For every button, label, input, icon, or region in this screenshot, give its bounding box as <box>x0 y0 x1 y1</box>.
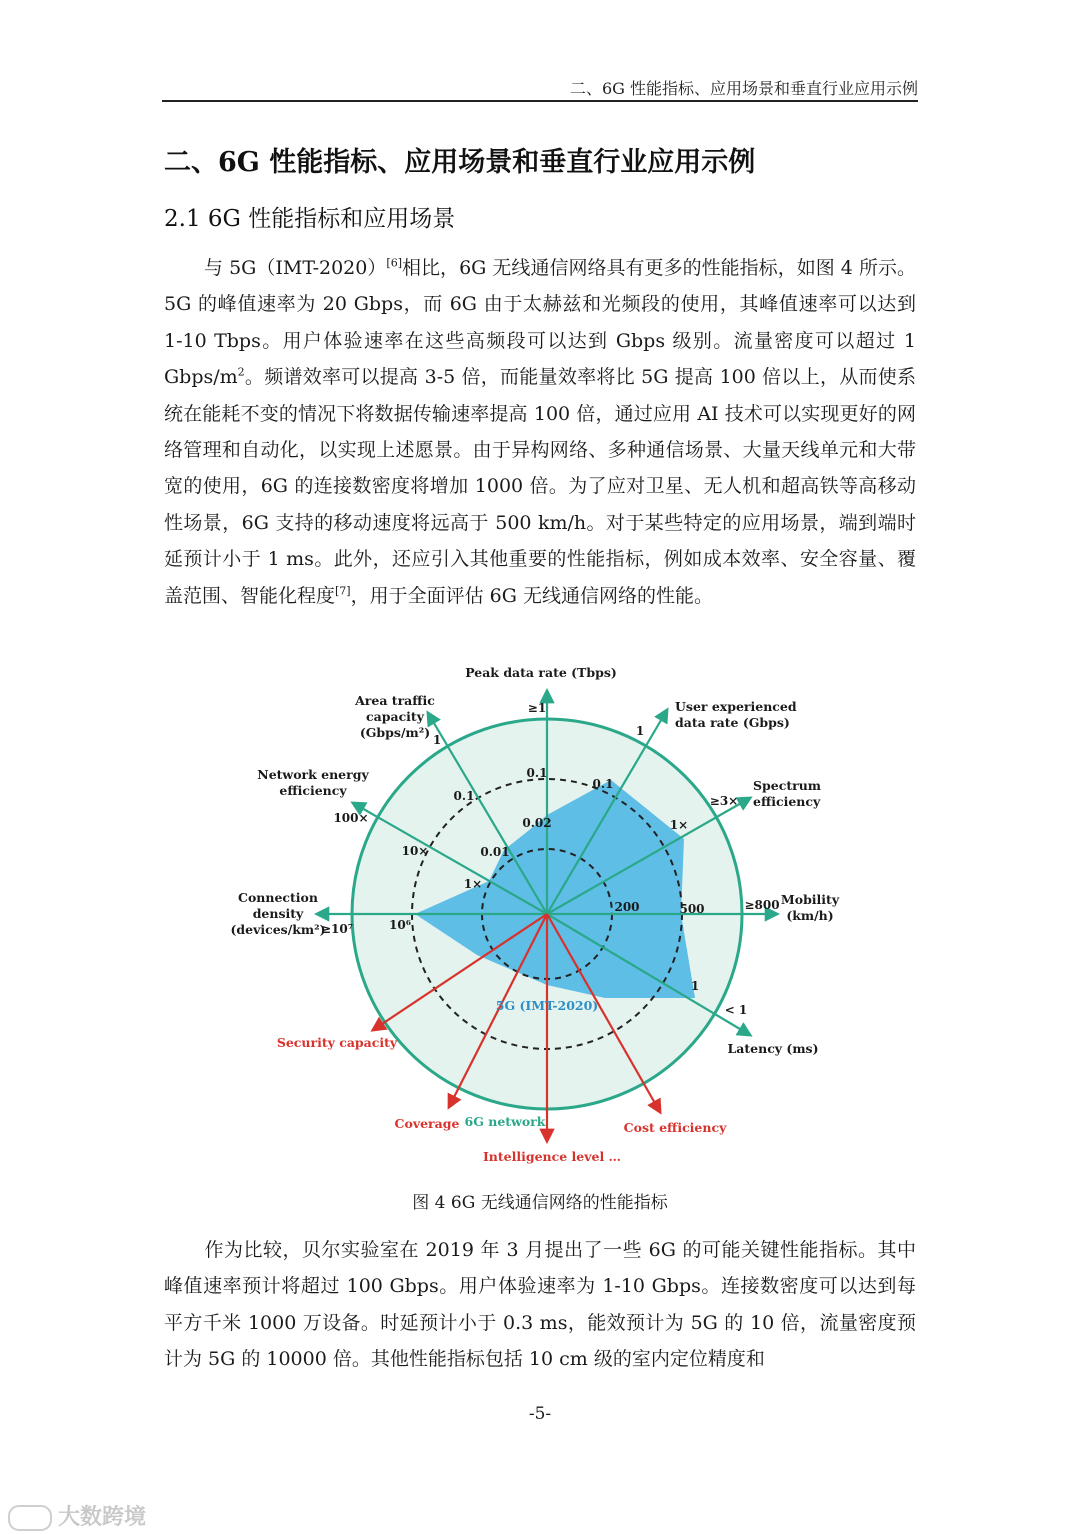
para1-part-c: 。频谱效率可以提高 3-5 倍，而能量效率将比 5G 提高 100 倍以上，从而使系统在能耗不变的情况下将数据传输速率提高 100 倍，通过应用 AI 技术可以实现更好的网络管理和自动化，以实现上述愿景。由于异构网络、多种通信场景、大量天线单元和大带宽的使用，6G 的连接数密度将增加 1000 倍。为了应对卫星、无人机和超高铁等高移动性场景，6G 支持的移动速度将远高于 500 km/h。对于某些特定的应用场景，端到端时延预计小于 1 ms。此外，还应引入其他重要的性能指标，例如成本效率、安全容量、覆盖范围、智能化程度 <box>164 366 916 607</box>
watermark-logo-icon <box>8 1505 52 1531</box>
watermark <box>8 1500 146 1531</box>
legend-5g: 5G (IMT-2020) <box>495 998 599 1013</box>
label-spectrum-efficiency: Spectrum efficiency <box>753 778 822 809</box>
tick-area-1: 1 <box>432 733 442 747</box>
label-intelligence-level: Intelligence level … <box>482 1149 622 1164</box>
performance-radar-diagram <box>225 655 865 1175</box>
para2-text: 作为比较，贝尔实验室在 2019 年 3 月提出了一些 6G 的可能关键性能指标。其中峰值速率预计将超过 100 Gbps。用户体验速率为 1-10 Gbps。连接数密度可以达到每平方千米 1000 万设备。时延预计小于 0.3 ms，能效预计为 5G 的 10 倍，流量密度预计为 5G 的 10000 倍。其他性能指标包括 10 cm 级的室内定位精度和 <box>164 1239 916 1371</box>
body-paragraph-1 <box>164 250 916 614</box>
section-title: 二、6G 性能指标、应用场景和垂直行业应用示例 <box>164 147 756 178</box>
label-coverage: Coverage <box>394 1116 460 1131</box>
label-network-energy-efficiency: Network energy efficiency <box>257 767 369 798</box>
citation-6: [6] <box>386 256 402 270</box>
para1-part-d: ，用于全面评估 6G 无线通信网络的性能。 <box>350 584 713 607</box>
tick-energy-1x: 1× <box>463 877 483 891</box>
label-peak-data-rate: Peak data rate (Tbps) <box>465 665 617 680</box>
tick-area-0-01: 0.01 <box>480 845 510 859</box>
citation-7: [7] <box>335 584 351 598</box>
para1-part-a: 与 5G（IMT-2020） <box>204 257 387 279</box>
header-rule <box>162 100 918 102</box>
label-area-traffic-capacity: Area traffic capacity (Gbps/m²) <box>355 693 435 740</box>
label-security-capacity: Security capacity <box>276 1035 398 1050</box>
body-paragraph-2 <box>164 1232 916 1378</box>
tick-user-0-1: 0.1 <box>592 777 614 791</box>
label-user-experienced-data-rate: User experienced data rate (Gbps) <box>675 699 797 730</box>
para1-part-b: 相比，6G 无线通信网络具有更多的性能指标，如图 4 所示。5G 的峰值速率为 20 Gbps，而 6G 由于太赫兹和光频段的使用，其峰值速率可以达到 1-10 Tbps。用户体验速率在这些高频段可以达到 Gbps 级别。流量密度可以超过 1 Gbps/m <box>164 257 916 389</box>
tick-latency-lt1: < 1 <box>724 1003 748 1017</box>
label-mobility: Mobility (km/h) <box>780 892 840 923</box>
tick-user-1: 1 <box>635 724 645 738</box>
subsection-title: 2.1 6G 性能指标和应用场景 <box>164 206 456 232</box>
tick-spectrum-1x: 1× <box>669 818 689 832</box>
tick-spectrum-3x: ≥3× <box>709 794 739 808</box>
label-connection-density: Connection density (devices/km²) <box>230 890 326 937</box>
tick-energy-100x: 100× <box>333 811 369 825</box>
label-latency: Latency (ms) <box>727 1041 819 1056</box>
tick-density-10e7: ≥10⁷ <box>320 922 354 936</box>
tick-area-0-1: 0.1 <box>453 789 475 803</box>
tick-energy-10x: 10× <box>401 844 429 858</box>
tick-peak-0-02: 0.02 <box>522 816 552 830</box>
page-number: -5- <box>528 1404 552 1424</box>
label-cost-efficiency: Cost efficiency <box>623 1120 727 1135</box>
tick-mobility-500: 500 <box>679 902 705 916</box>
figure-caption: 图 4 6G 无线通信网络的性能指标 <box>412 1193 668 1213</box>
tick-density-10e6: 10⁶ <box>389 918 411 932</box>
running-head: 二、6G 性能指标、应用场景和垂直行业应用示例 <box>569 79 918 98</box>
tick-mobility-800: ≥800 <box>744 898 780 912</box>
tick-mobility-200: 200 <box>614 900 640 914</box>
watermark-text: 大数跨境 <box>58 1505 147 1530</box>
tick-peak-1: ≥1 <box>527 701 547 715</box>
superscript-2: 2 <box>237 365 245 379</box>
legend-6g: 6G network <box>464 1114 546 1129</box>
tick-peak-0-1: 0.1 <box>526 766 548 780</box>
tick-latency-1: 1 <box>690 979 700 993</box>
